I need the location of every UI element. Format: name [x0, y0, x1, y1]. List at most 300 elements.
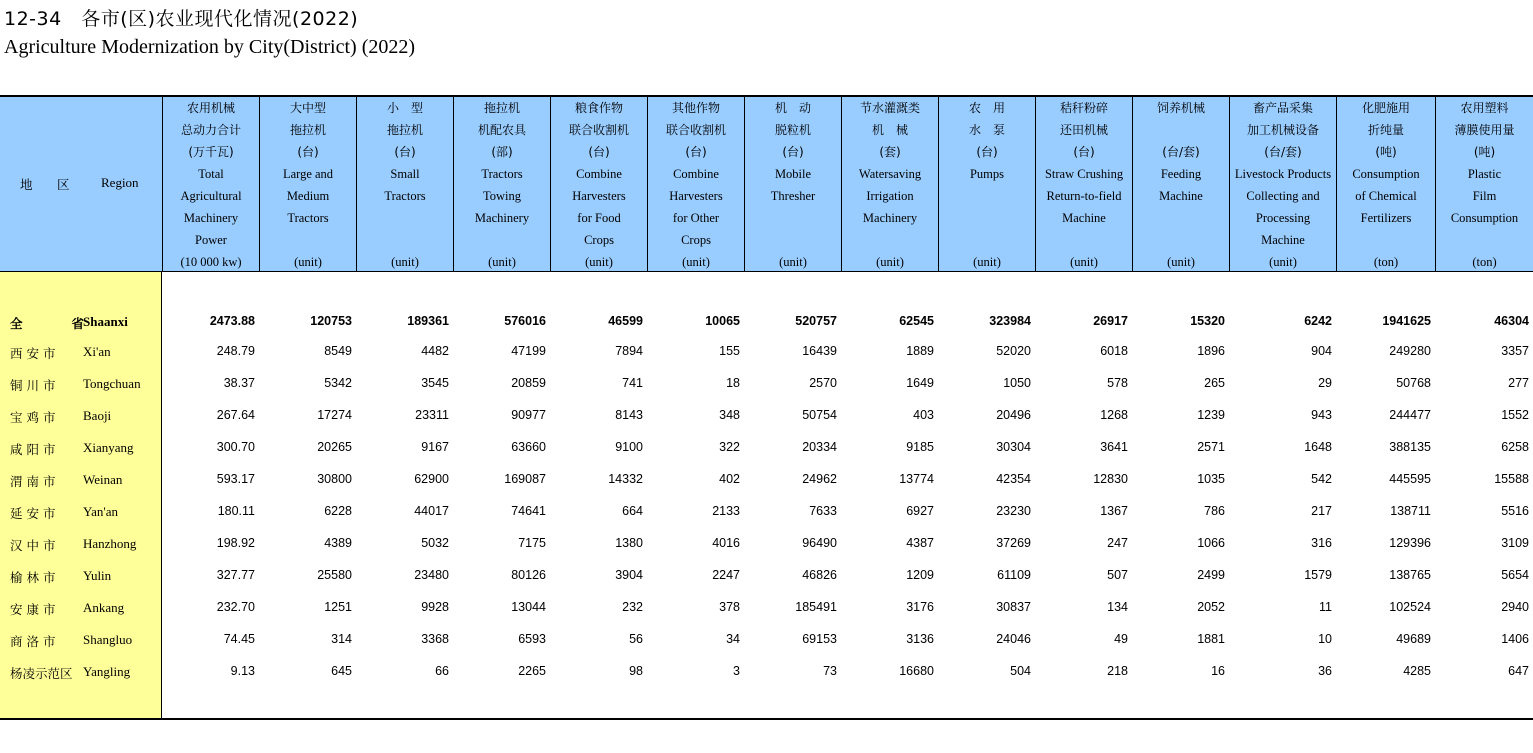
table-cell: 3176 — [906, 600, 934, 614]
region-name-english: Tongchuan — [83, 376, 141, 391]
column-header-line: Thresher — [770, 189, 816, 203]
column-header-line: (unit) — [779, 255, 807, 269]
table-cell: 4389 — [324, 536, 352, 550]
table-cell: 10065 — [705, 314, 740, 328]
column-header-11 — [1132, 97, 1229, 272]
table-cell: 2570 — [809, 376, 837, 390]
region-name-chinese: 铜 川 市 — [10, 378, 56, 393]
table-cell: 2133 — [712, 504, 740, 518]
table-cell: 1896 — [1197, 344, 1225, 358]
table-cell: 16 — [1211, 664, 1225, 678]
table-cell: 44017 — [414, 504, 449, 518]
column-header-line: Small — [390, 167, 420, 181]
region-name-chinese: 汉 中 市 — [10, 538, 56, 553]
column-header-line: Machinery — [474, 211, 530, 225]
column-header-line: 粮食作物 — [574, 101, 623, 115]
page-title-chinese: 12-34 各市(区)农业现代化情况(2022) — [4, 8, 359, 30]
table-cell: 36 — [1318, 664, 1332, 678]
column-header-line: (unit) — [682, 255, 710, 269]
column-header-line: 机 械 — [871, 123, 908, 137]
column-header-12 — [1229, 97, 1336, 272]
table-cell: 20496 — [996, 408, 1031, 422]
header-bottom-rule — [0, 271, 1533, 272]
table-cell: 9167 — [421, 440, 449, 454]
region-name-english: Yan'an — [83, 504, 118, 519]
region-name-english: Hanzhong — [83, 536, 137, 551]
table-cell: 322 — [719, 440, 740, 454]
table-cell: 20265 — [317, 440, 352, 454]
table-cell: 3 — [733, 664, 740, 678]
column-header-line: (台/套) — [1264, 145, 1302, 159]
table-cell: 25580 — [317, 568, 352, 582]
region-header-english: Region — [101, 175, 139, 190]
table-cell: 9928 — [421, 600, 449, 614]
table-cell: 74.45 — [223, 632, 255, 646]
table-cell: 96490 — [802, 536, 837, 550]
table-row — [0, 368, 1533, 400]
table-cell: 2052 — [1197, 600, 1225, 614]
column-header-line — [939, 207, 1035, 229]
column-header-line — [1133, 119, 1229, 141]
column-header-line — [939, 185, 1035, 207]
table-cell: 232 — [622, 600, 643, 614]
column-header-line: (万千瓦) — [188, 145, 234, 159]
table-cell: 134 — [1107, 600, 1128, 614]
table-cell: 23480 — [414, 568, 449, 582]
table-cell: 138711 — [1390, 504, 1431, 518]
column-header-line: 脱粒机 — [774, 123, 811, 137]
column-header-line: 还田机械 — [1059, 123, 1108, 137]
column-header-line: (台) — [685, 145, 707, 159]
column-header-line — [260, 229, 356, 251]
table-cell: 26917 — [1093, 314, 1128, 328]
table-cell: 504 — [1010, 664, 1031, 678]
table-cell: 129396 — [1389, 536, 1431, 550]
region-name-chinese: 安 康 市 — [10, 602, 56, 617]
table-cell: 12830 — [1093, 472, 1128, 486]
table-row — [0, 336, 1533, 368]
table-cell: 4482 — [421, 344, 449, 358]
column-header-line: (吨) — [1473, 145, 1496, 159]
column-header-line: (unit) — [488, 255, 516, 269]
table-cell: 388135 — [1389, 440, 1431, 454]
table-cell: 6927 — [906, 504, 934, 518]
table-row — [0, 464, 1533, 496]
column-header-line: Livestock Products — [1234, 167, 1332, 181]
column-header-line: (台) — [782, 145, 804, 159]
table-cell: 24962 — [802, 472, 837, 486]
column-header-line: (unit) — [876, 255, 904, 269]
table-cell: 6242 — [1304, 314, 1332, 328]
table-cell: 3368 — [421, 632, 449, 646]
column-header-line: (unit) — [585, 255, 613, 269]
table-cell: 13044 — [511, 600, 546, 614]
column-header-line: Power — [195, 233, 227, 247]
column-header-line: Fertilizers — [1360, 211, 1412, 225]
column-header-line — [1337, 229, 1435, 251]
table-row — [0, 400, 1533, 432]
column-header-line: (unit) — [391, 255, 419, 269]
column-header-line — [357, 207, 453, 229]
table-cell: 7894 — [615, 344, 643, 358]
table-cell: 7175 — [518, 536, 546, 550]
column-header-line: (吨) — [1375, 145, 1397, 159]
table-cell: 1367 — [1100, 504, 1128, 518]
column-header-line: Harvesters — [669, 189, 723, 203]
table-cell: 5342 — [324, 376, 352, 390]
table-cell: 50754 — [802, 408, 837, 422]
region-name-chinese: 西 安 市 — [10, 346, 56, 361]
table-cell: 593.17 — [216, 472, 255, 486]
table-cell: 314 — [331, 632, 352, 646]
column-header-line: Feeding — [1160, 167, 1202, 181]
table-cell: 1066 — [1197, 536, 1225, 550]
table-cell: 169087 — [504, 472, 546, 486]
column-header-line: Tractors — [384, 189, 426, 203]
column-header-line: (台) — [1073, 145, 1095, 159]
region-name-chinese: 宝 鸡 市 — [10, 410, 56, 425]
table-cell: 4285 — [1403, 664, 1431, 678]
table-cell: 15588 — [1494, 472, 1529, 486]
column-header-line: (unit) — [973, 255, 1001, 269]
table-cell: 2265 — [518, 664, 546, 678]
column-header-line: 畜产品采集 — [1252, 101, 1313, 115]
table-bottom-rule — [0, 718, 1533, 720]
region-name-english: Shangluo — [83, 632, 133, 647]
table-cell: 247 — [1107, 536, 1128, 550]
table-cell: 3109 — [1501, 536, 1529, 550]
region-name-english: Baoji — [83, 408, 112, 423]
column-header-line: 拖拉机 — [483, 101, 520, 115]
table-cell: 2499 — [1197, 568, 1225, 582]
table-header — [0, 97, 1533, 272]
column-header-10 — [1035, 97, 1132, 272]
table-row — [0, 624, 1533, 656]
table-row — [0, 592, 1533, 624]
column-header-line: Return-to-field — [1046, 189, 1122, 203]
table-cell: 62545 — [899, 314, 934, 328]
table-cell: 249280 — [1389, 344, 1431, 358]
table-cell: 6593 — [518, 632, 546, 646]
column-header-line: 联合收割机 — [665, 123, 726, 137]
region-name-english: Xi'an — [83, 344, 111, 359]
table-cell: 63660 — [511, 440, 546, 454]
table-cell: 2940 — [1501, 600, 1529, 614]
column-header-line: Large and — [282, 167, 334, 181]
column-header-line: Machinery — [183, 211, 239, 225]
table-cell: 578 — [1107, 376, 1128, 390]
column-header-line: Total — [198, 167, 224, 181]
table-cell: 46599 — [608, 314, 643, 328]
table-cell: 217 — [1311, 504, 1332, 518]
column-header-line: 秸秆粉碎 — [1059, 101, 1108, 115]
column-header-line: (台) — [394, 145, 416, 159]
table-cell: 23311 — [415, 408, 449, 422]
column-header-line — [1133, 229, 1229, 251]
table-cell: 38.37 — [223, 376, 255, 390]
column-header-6 — [647, 97, 744, 272]
table-cell: 507 — [1107, 568, 1128, 582]
table-cell: 49689 — [1396, 632, 1431, 646]
table-cell: 576016 — [504, 314, 546, 328]
region-name-chinese: 咸 阳 市 — [10, 442, 56, 457]
table-cell: 741 — [622, 376, 643, 390]
table-cell: 904 — [1311, 344, 1332, 358]
column-header-line: Irrigation — [866, 189, 914, 203]
table-cell: 300.70 — [216, 440, 255, 454]
column-header-line: 大中型 — [289, 101, 326, 115]
table-cell: 6228 — [324, 504, 352, 518]
column-header-line: Crops — [681, 233, 711, 247]
table-cell: 1380 — [615, 536, 643, 550]
region-name-english: Weinan — [83, 472, 123, 487]
column-header-line: Agricultural — [180, 189, 242, 203]
column-header-line: (部) — [491, 145, 513, 159]
column-header-line: Towing — [482, 189, 521, 203]
column-header-line: Combine — [576, 167, 622, 181]
table-cell: 30800 — [317, 472, 352, 486]
column-header-line — [842, 229, 938, 251]
column-header-line: Collecting and — [1246, 189, 1320, 203]
region-name-english: Xianyang — [83, 440, 134, 455]
table-cell: 46304 — [1494, 314, 1529, 328]
table-cell: 3545 — [421, 376, 449, 390]
table-cell: 74641 — [511, 504, 546, 518]
table-cell: 23230 — [996, 504, 1031, 518]
column-header-line: 机配农具 — [477, 123, 526, 137]
table-cell: 20334 — [802, 440, 837, 454]
table-cell: 14332 — [608, 472, 643, 486]
column-header-line: for Food — [577, 211, 621, 225]
table-cell: 520757 — [795, 314, 837, 328]
column-header-5 — [550, 97, 647, 272]
column-header-3 — [356, 97, 453, 272]
column-header-line — [745, 229, 841, 251]
column-header-line: (unit) — [1167, 255, 1195, 269]
column-header-line: 农用机械 — [186, 101, 235, 115]
column-header-line: 机 动 — [774, 101, 811, 115]
column-header-line — [939, 229, 1035, 251]
region-name-english: Ankang — [83, 600, 125, 615]
region-name-chinese: 商 洛 市 — [10, 634, 56, 649]
table-cell: 102524 — [1389, 600, 1431, 614]
table-cell: 4387 — [906, 536, 934, 550]
column-header-line: Tractors — [481, 167, 523, 181]
table-cell: 1889 — [906, 344, 934, 358]
table-cell: 180.11 — [217, 504, 255, 518]
column-header-2 — [259, 97, 356, 272]
table-cell: 1881 — [1197, 632, 1225, 646]
column-header-9 — [938, 97, 1035, 272]
table-cell: 1209 — [906, 568, 934, 582]
table-cell: 1406 — [1501, 632, 1529, 646]
column-header-line: 农用塑料 — [1460, 101, 1509, 115]
column-header-line: Combine — [673, 167, 719, 181]
table-cell: 11 — [1319, 600, 1332, 614]
column-header-line: 折纯量 — [1367, 123, 1404, 137]
table-cell: 244477 — [1389, 408, 1431, 422]
column-header-line: Harvesters — [572, 189, 626, 203]
table-cell: 4016 — [712, 536, 740, 550]
column-header-line: Machinery — [862, 211, 918, 225]
table-cell: 3357 — [1501, 344, 1529, 358]
column-header-line: Pumps — [969, 167, 1005, 181]
region-name-chinese: 延 安 市 — [10, 506, 56, 521]
column-header-14 — [1435, 97, 1533, 272]
table-cell: 267.64 — [216, 408, 255, 422]
table-cell: 2247 — [712, 568, 740, 582]
table-cell: 327.77 — [216, 568, 255, 582]
table-cell: 9185 — [906, 440, 934, 454]
column-header-line: Medium — [286, 189, 330, 203]
table-cell: 50768 — [1396, 376, 1431, 390]
page-title-english: Agriculture Modernization by City(District) (2022) — [4, 36, 416, 58]
table-cell: 248.79 — [216, 344, 255, 358]
table-cell: 2571 — [1197, 440, 1225, 454]
table-cell: 24046 — [996, 632, 1031, 646]
column-header-line: Tractors — [287, 211, 329, 225]
table-cell: 232.70 — [216, 600, 255, 614]
table-row — [0, 432, 1533, 464]
column-header-line: for Other — [672, 211, 720, 225]
table-cell: 6018 — [1100, 344, 1128, 358]
column-header-line: 饲养机械 — [1156, 101, 1205, 115]
table-cell: 16439 — [802, 344, 837, 358]
table-row — [0, 528, 1533, 560]
table-cell: 3136 — [906, 632, 934, 646]
column-header-8 — [841, 97, 938, 272]
table-cell: 647 — [1508, 664, 1529, 678]
table-cell: 66 — [435, 664, 449, 678]
table-cell: 1035 — [1197, 472, 1225, 486]
region-name-chinese: 榆 林 市 — [10, 570, 56, 585]
table-cell: 98 — [629, 664, 643, 678]
table-cell: 185491 — [795, 600, 837, 614]
table-cell: 2473.88 — [209, 314, 255, 328]
table-cell: 265 — [1204, 376, 1225, 390]
table-cell: 49 — [1114, 632, 1128, 646]
column-header-line: 加工机械设备 — [1246, 123, 1319, 137]
column-header-line: (unit) — [294, 255, 322, 269]
table-cell: 1649 — [906, 376, 934, 390]
column-header-line: (ton) — [1373, 255, 1399, 269]
column-header-7 — [744, 97, 841, 272]
column-header-line: Machine — [1261, 233, 1305, 247]
table-cell: 47199 — [511, 344, 546, 358]
column-header-line: 拖拉机 — [289, 123, 326, 137]
column-header-line: Plastic — [1467, 167, 1502, 181]
table-cell: 34 — [726, 632, 740, 646]
table-cell: 42354 — [996, 472, 1031, 486]
table-cell: 18 — [726, 376, 740, 390]
table-cell: 138765 — [1389, 568, 1431, 582]
column-header-1 — [162, 97, 259, 272]
column-header-line: Mobile — [774, 167, 812, 181]
column-header-line — [1436, 229, 1533, 251]
table-cell: 786 — [1204, 504, 1225, 518]
column-header-line: 总动力合计 — [180, 123, 241, 137]
table-cell: 29 — [1318, 376, 1332, 390]
column-header-line — [357, 229, 453, 251]
table-row — [0, 656, 1533, 688]
column-header-line: 薄膜使用量 — [1454, 123, 1515, 137]
table-cell: 56 — [629, 632, 643, 646]
table-cell: 323984 — [989, 314, 1031, 328]
table-cell: 316 — [1311, 536, 1332, 550]
region-name-chinese: 全 省 — [10, 316, 93, 331]
table-cell: 69153 — [802, 632, 837, 646]
column-header-line: (台/套) — [1162, 145, 1200, 159]
column-header-line: Film — [1472, 189, 1497, 203]
table-row — [0, 496, 1533, 528]
column-header-line: (台) — [976, 145, 998, 159]
table-cell: 6258 — [1501, 440, 1529, 454]
table-cell: 1268 — [1100, 408, 1128, 422]
column-header-line: 小 型 — [386, 101, 423, 115]
table-cell: 30837 — [996, 600, 1031, 614]
table-cell: 73 — [823, 664, 837, 678]
table-cell: 8549 — [324, 344, 352, 358]
table-cell: 402 — [719, 472, 740, 486]
table-cell: 9100 — [615, 440, 643, 454]
table-cell: 1579 — [1304, 568, 1332, 582]
table-cell: 1251 — [324, 600, 352, 614]
column-header-line: of Chemical — [1355, 189, 1417, 203]
table-cell: 403 — [913, 408, 934, 422]
table-cell: 155 — [719, 344, 740, 358]
table-cell: 80126 — [511, 568, 546, 582]
table-cell: 20859 — [511, 376, 546, 390]
column-header-line — [454, 229, 550, 251]
column-header-line: Crops — [584, 233, 614, 247]
table-cell: 7633 — [809, 504, 837, 518]
table-cell: 1552 — [1501, 408, 1529, 422]
table-cell: 445595 — [1389, 472, 1431, 486]
table-cell: 277 — [1508, 376, 1529, 390]
table-row-total — [0, 306, 1533, 338]
table-row — [0, 560, 1533, 592]
column-header-line: Machine — [1062, 211, 1106, 225]
column-header-line: (ton) — [1472, 255, 1497, 269]
table-cell: 10 — [1318, 632, 1332, 646]
table-cell: 90977 — [511, 408, 546, 422]
table-cell: 37269 — [996, 536, 1031, 550]
table-cell: 1050 — [1003, 376, 1031, 390]
table-cell: 5032 — [421, 536, 449, 550]
column-header-line: (unit) — [1269, 255, 1297, 269]
table-cell: 3641 — [1100, 440, 1128, 454]
column-header-line: Consumption — [1352, 167, 1420, 181]
table-cell: 1648 — [1304, 440, 1332, 454]
column-header-line: (套) — [879, 145, 901, 159]
column-header-line: (10 000 kw) — [180, 255, 242, 269]
table-cell: 52020 — [996, 344, 1031, 358]
region-name-english: Shaanxi — [83, 314, 128, 329]
column-header-line: 其他作物 — [671, 101, 720, 115]
column-header-line — [1036, 229, 1132, 251]
column-header-line: 拖拉机 — [386, 123, 423, 137]
table-cell: 1239 — [1197, 408, 1225, 422]
table-cell: 9.13 — [230, 664, 255, 678]
region-header-chinese: 地 区 — [20, 177, 76, 192]
table-cell: 1941625 — [1382, 314, 1431, 328]
column-header-line: Machine — [1159, 189, 1203, 203]
table-cell: 61109 — [997, 568, 1031, 582]
table-cell: 30304 — [996, 440, 1031, 454]
column-header-line: 水 泵 — [968, 123, 1005, 137]
table-cell: 5654 — [1501, 568, 1529, 582]
table-cell: 3904 — [615, 568, 643, 582]
